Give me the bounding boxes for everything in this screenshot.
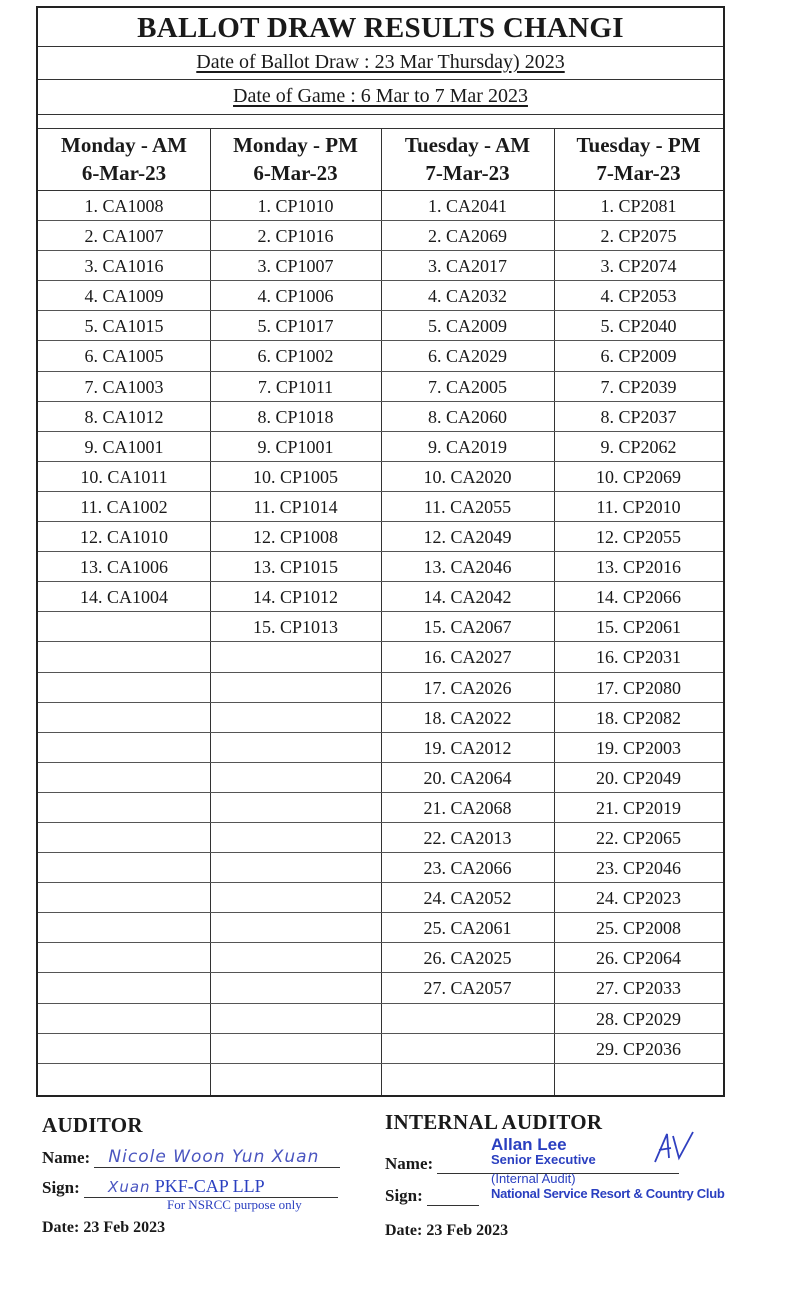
ballot-entry: 8. CP2037: [554, 402, 723, 432]
empty-cell: [38, 642, 210, 672]
ballot-entry: 15. CP2061: [554, 612, 723, 642]
empty-cell: [38, 612, 210, 642]
ballot-entry: 9. CP2062: [554, 432, 723, 462]
ballot-entry: 13. CP2016: [554, 552, 723, 582]
ballot-entry: 4. CP1006: [210, 281, 381, 311]
ballot-entry: 21. CP2019: [554, 793, 723, 823]
ballot-entry: 25. CA2061: [381, 913, 554, 943]
ballot-entry: 2. CA2069: [381, 221, 554, 251]
ballot-entry: 6. CP1002: [210, 341, 381, 371]
column-date: 6-Mar-23: [38, 159, 210, 191]
ballot-entry: 1. CP2081: [554, 191, 723, 221]
game-date: Date of Game : 6 Mar to 7 Mar 2023: [233, 85, 528, 107]
ballot-entry: 10. CA1011: [38, 462, 210, 492]
empty-cell: [210, 673, 381, 703]
ballot-entry: 4. CA2032: [381, 281, 554, 311]
empty-cell: [381, 1034, 554, 1064]
ballot-entry: 12. CP2055: [554, 522, 723, 552]
ballot-entry: 26. CP2064: [554, 943, 723, 973]
empty-cell: [38, 823, 210, 853]
ballot-entry: 11. CA2055: [381, 492, 554, 522]
ballot-entry: 3. CA1016: [38, 251, 210, 281]
ballot-entry: 7. CP2039: [554, 372, 723, 402]
ballot-entry: 14. CP1012: [210, 582, 381, 612]
ballot-entry: 11. CA1002: [38, 492, 210, 522]
auditor-heading: AUDITOR: [42, 1113, 143, 1137]
ballot-draw-date: Date of Ballot Draw : 23 Mar Thursday) 2023: [196, 51, 565, 73]
empty-cell: [210, 1034, 381, 1064]
ballot-entry: 17. CA2026: [381, 673, 554, 703]
empty-cell: [210, 823, 381, 853]
auditor-name-row: [42, 1147, 362, 1168]
ballot-entry: 8. CA1012: [38, 402, 210, 432]
ballot-table: [38, 128, 723, 1095]
ballot-entry: 23. CA2066: [381, 853, 554, 883]
empty-cell: [210, 763, 381, 793]
column-heading: Monday - PM: [233, 133, 358, 157]
internal-auditor-sign-line: [427, 1187, 479, 1206]
column-cells: [381, 191, 554, 1064]
ballot-entry: 27. CA2057: [381, 973, 554, 1003]
ballot-entry: 19. CP2003: [554, 733, 723, 763]
ballot-entry: 13. CA2046: [381, 552, 554, 582]
ballot-entry: 22. CA2013: [381, 823, 554, 853]
empty-cell: [38, 1034, 210, 1064]
ballot-entry: 5. CA1015: [38, 311, 210, 341]
ballot-entry: 10. CP1005: [210, 462, 381, 492]
empty-cell: [38, 1004, 210, 1034]
empty-cell: [381, 1004, 554, 1034]
internal-auditor-name-label: Name:: [385, 1154, 434, 1173]
ballot-entry: 12. CA1010: [38, 522, 210, 552]
auditor-signature: Xuan: [108, 1178, 151, 1196]
auditor-block: [42, 1113, 362, 1237]
ballot-entry: 20. CA2064: [381, 763, 554, 793]
ballot-entry: 3. CP2074: [554, 251, 723, 281]
empty-cell: [210, 793, 381, 823]
stamp-name: Allan Lee: [491, 1135, 567, 1154]
ballot-entry: 1. CA1008: [38, 191, 210, 221]
empty-cell: [210, 642, 381, 672]
ballot-draw-date-row: [38, 46, 723, 80]
empty-cell: [38, 913, 210, 943]
empty-cell: [210, 943, 381, 973]
internal-auditor-sign-label: Sign:: [385, 1186, 423, 1205]
ballot-entry: 10. CP2069: [554, 462, 723, 492]
ballot-entry: 10. CA2020: [381, 462, 554, 492]
stamp-organisation: National Service Resort & Country Club: [491, 1186, 725, 1201]
internal-auditor-heading: INTERNAL AUDITOR: [385, 1110, 603, 1134]
ballot-entry: 16. CP2031: [554, 642, 723, 672]
ballot-entry: 7. CA2005: [381, 372, 554, 402]
ballot-entry: 13. CA1006: [38, 552, 210, 582]
auditor-sign-row: [42, 1176, 362, 1213]
ballot-entry: 11. CP1014: [210, 492, 381, 522]
ballot-entry: 6. CP2009: [554, 341, 723, 371]
ballot-results-sheet: [36, 6, 725, 1097]
ballot-entry: 12. CA2049: [381, 522, 554, 552]
empty-cell: [210, 733, 381, 763]
column-tuesday-pm: [554, 128, 723, 1095]
auditor-sign-label: Sign:: [42, 1178, 80, 1197]
empty-cell: [38, 973, 210, 1003]
empty-cell: [210, 1004, 381, 1034]
ballot-entry: 18. CP2082: [554, 703, 723, 733]
empty-cell: [210, 883, 381, 913]
auditor-name-line: [94, 1147, 340, 1168]
ballot-entry: 6. CA1005: [38, 341, 210, 371]
column-tuesday-am: [381, 128, 555, 1095]
ballot-entry: 23. CP2046: [554, 853, 723, 883]
ballot-entry: 12. CP1008: [210, 522, 381, 552]
ballot-entry: 13. CP1015: [210, 552, 381, 582]
ballot-entry: 3. CP1007: [210, 251, 381, 281]
header-spacer-row: [38, 114, 723, 129]
ballot-entry: 15. CA2067: [381, 612, 554, 642]
ballot-entry: 20. CP2049: [554, 763, 723, 793]
stamp-title: Senior Executive: [491, 1152, 596, 1167]
column-cells: [38, 191, 210, 1064]
empty-cell: [210, 703, 381, 733]
stamp-department: (Internal Audit): [491, 1171, 576, 1186]
internal-auditor-block: [385, 1110, 765, 1240]
column-heading: Tuesday - AM: [404, 133, 531, 157]
empty-cell: [38, 673, 210, 703]
auditor-name-label: Name:: [42, 1148, 91, 1167]
column-cells: [210, 191, 381, 1064]
ballot-entry: 6. CA2029: [381, 341, 554, 371]
column-heading: Tuesday - PM: [576, 133, 701, 157]
ballot-entry: 9. CP1001: [210, 432, 381, 462]
column-monday-am: [38, 128, 211, 1095]
auditor-handwritten-name: Nicole Woon Yun Xuan: [108, 1147, 320, 1167]
ballot-entry: 5. CA2009: [381, 311, 554, 341]
column-date: 7-Mar-23: [381, 159, 554, 191]
ballot-entry: 9. CA2019: [381, 432, 554, 462]
ballot-entry: 15. CP1013: [210, 612, 381, 642]
auditor-stamp-note: For NSRCC purpose only: [167, 1197, 302, 1212]
ballot-entry: 9. CA1001: [38, 432, 210, 462]
empty-cell: [38, 853, 210, 883]
ballot-entry: 2. CA1007: [38, 221, 210, 251]
empty-cell: [38, 793, 210, 823]
internal-auditor-date: Date: 23 Feb 2023: [385, 1222, 509, 1239]
column-cells: [554, 191, 723, 1064]
ballot-entry: 22. CP2065: [554, 823, 723, 853]
internal-auditor-signature-mark: [649, 1128, 699, 1168]
auditor-firm-stamp: PKF-CAP LLP: [154, 1176, 265, 1196]
empty-cell: [38, 763, 210, 793]
empty-cell: [38, 943, 210, 973]
page-title: BALLOT DRAW RESULTS CHANGI: [38, 8, 723, 47]
ballot-entry: 2. CP2075: [554, 221, 723, 251]
column-monday-pm: [210, 128, 382, 1095]
ballot-entry: 14. CA1004: [38, 582, 210, 612]
empty-cell: [210, 913, 381, 943]
auditor-sign-line: [84, 1176, 338, 1198]
ballot-entry: 27. CP2033: [554, 973, 723, 1003]
ballot-entry: 14. CA2042: [381, 582, 554, 612]
ballot-entry: 16. CA2027: [381, 642, 554, 672]
ballot-entry: 7. CP1011: [210, 372, 381, 402]
empty-cell: [38, 733, 210, 763]
ballot-entry: 5. CP2040: [554, 311, 723, 341]
column-date: 6-Mar-23: [210, 159, 381, 191]
empty-cell: [210, 853, 381, 883]
empty-cell: [210, 973, 381, 1003]
ballot-entry: 19. CA2012: [381, 733, 554, 763]
ballot-entry: 29. CP2036: [554, 1034, 723, 1064]
ballot-entry: 24. CP2023: [554, 883, 723, 913]
ballot-entry: 28. CP2029: [554, 1004, 723, 1034]
ballot-entry: 4. CA1009: [38, 281, 210, 311]
ballot-entry: 2. CP1016: [210, 221, 381, 251]
ballot-entry: 14. CP2066: [554, 582, 723, 612]
ballot-entry: 8. CP1018: [210, 402, 381, 432]
empty-cell: [38, 883, 210, 913]
ballot-entry: 3. CA2017: [381, 251, 554, 281]
ballot-entry: 8. CA2060: [381, 402, 554, 432]
ballot-entry: 24. CA2052: [381, 883, 554, 913]
ballot-entry: 26. CA2025: [381, 943, 554, 973]
ballot-entry: 11. CP2010: [554, 492, 723, 522]
column-heading: Monday - AM: [61, 133, 187, 157]
column-date: 7-Mar-23: [554, 159, 723, 191]
empty-cell: [38, 703, 210, 733]
ballot-entry: 25. CP2008: [554, 913, 723, 943]
auditor-date: Date: 23 Feb 2023: [42, 1219, 166, 1236]
ballot-entry: 7. CA1003: [38, 372, 210, 402]
ballot-entry: 1. CP1010: [210, 191, 381, 221]
ballot-entry: 5. CP1017: [210, 311, 381, 341]
game-date-row: [38, 79, 723, 115]
ballot-entry: 18. CA2022: [381, 703, 554, 733]
ballot-entry: 21. CA2068: [381, 793, 554, 823]
ballot-entry: 1. CA2041: [381, 191, 554, 221]
ballot-entry: 4. CP2053: [554, 281, 723, 311]
ballot-entry: 17. CP2080: [554, 673, 723, 703]
